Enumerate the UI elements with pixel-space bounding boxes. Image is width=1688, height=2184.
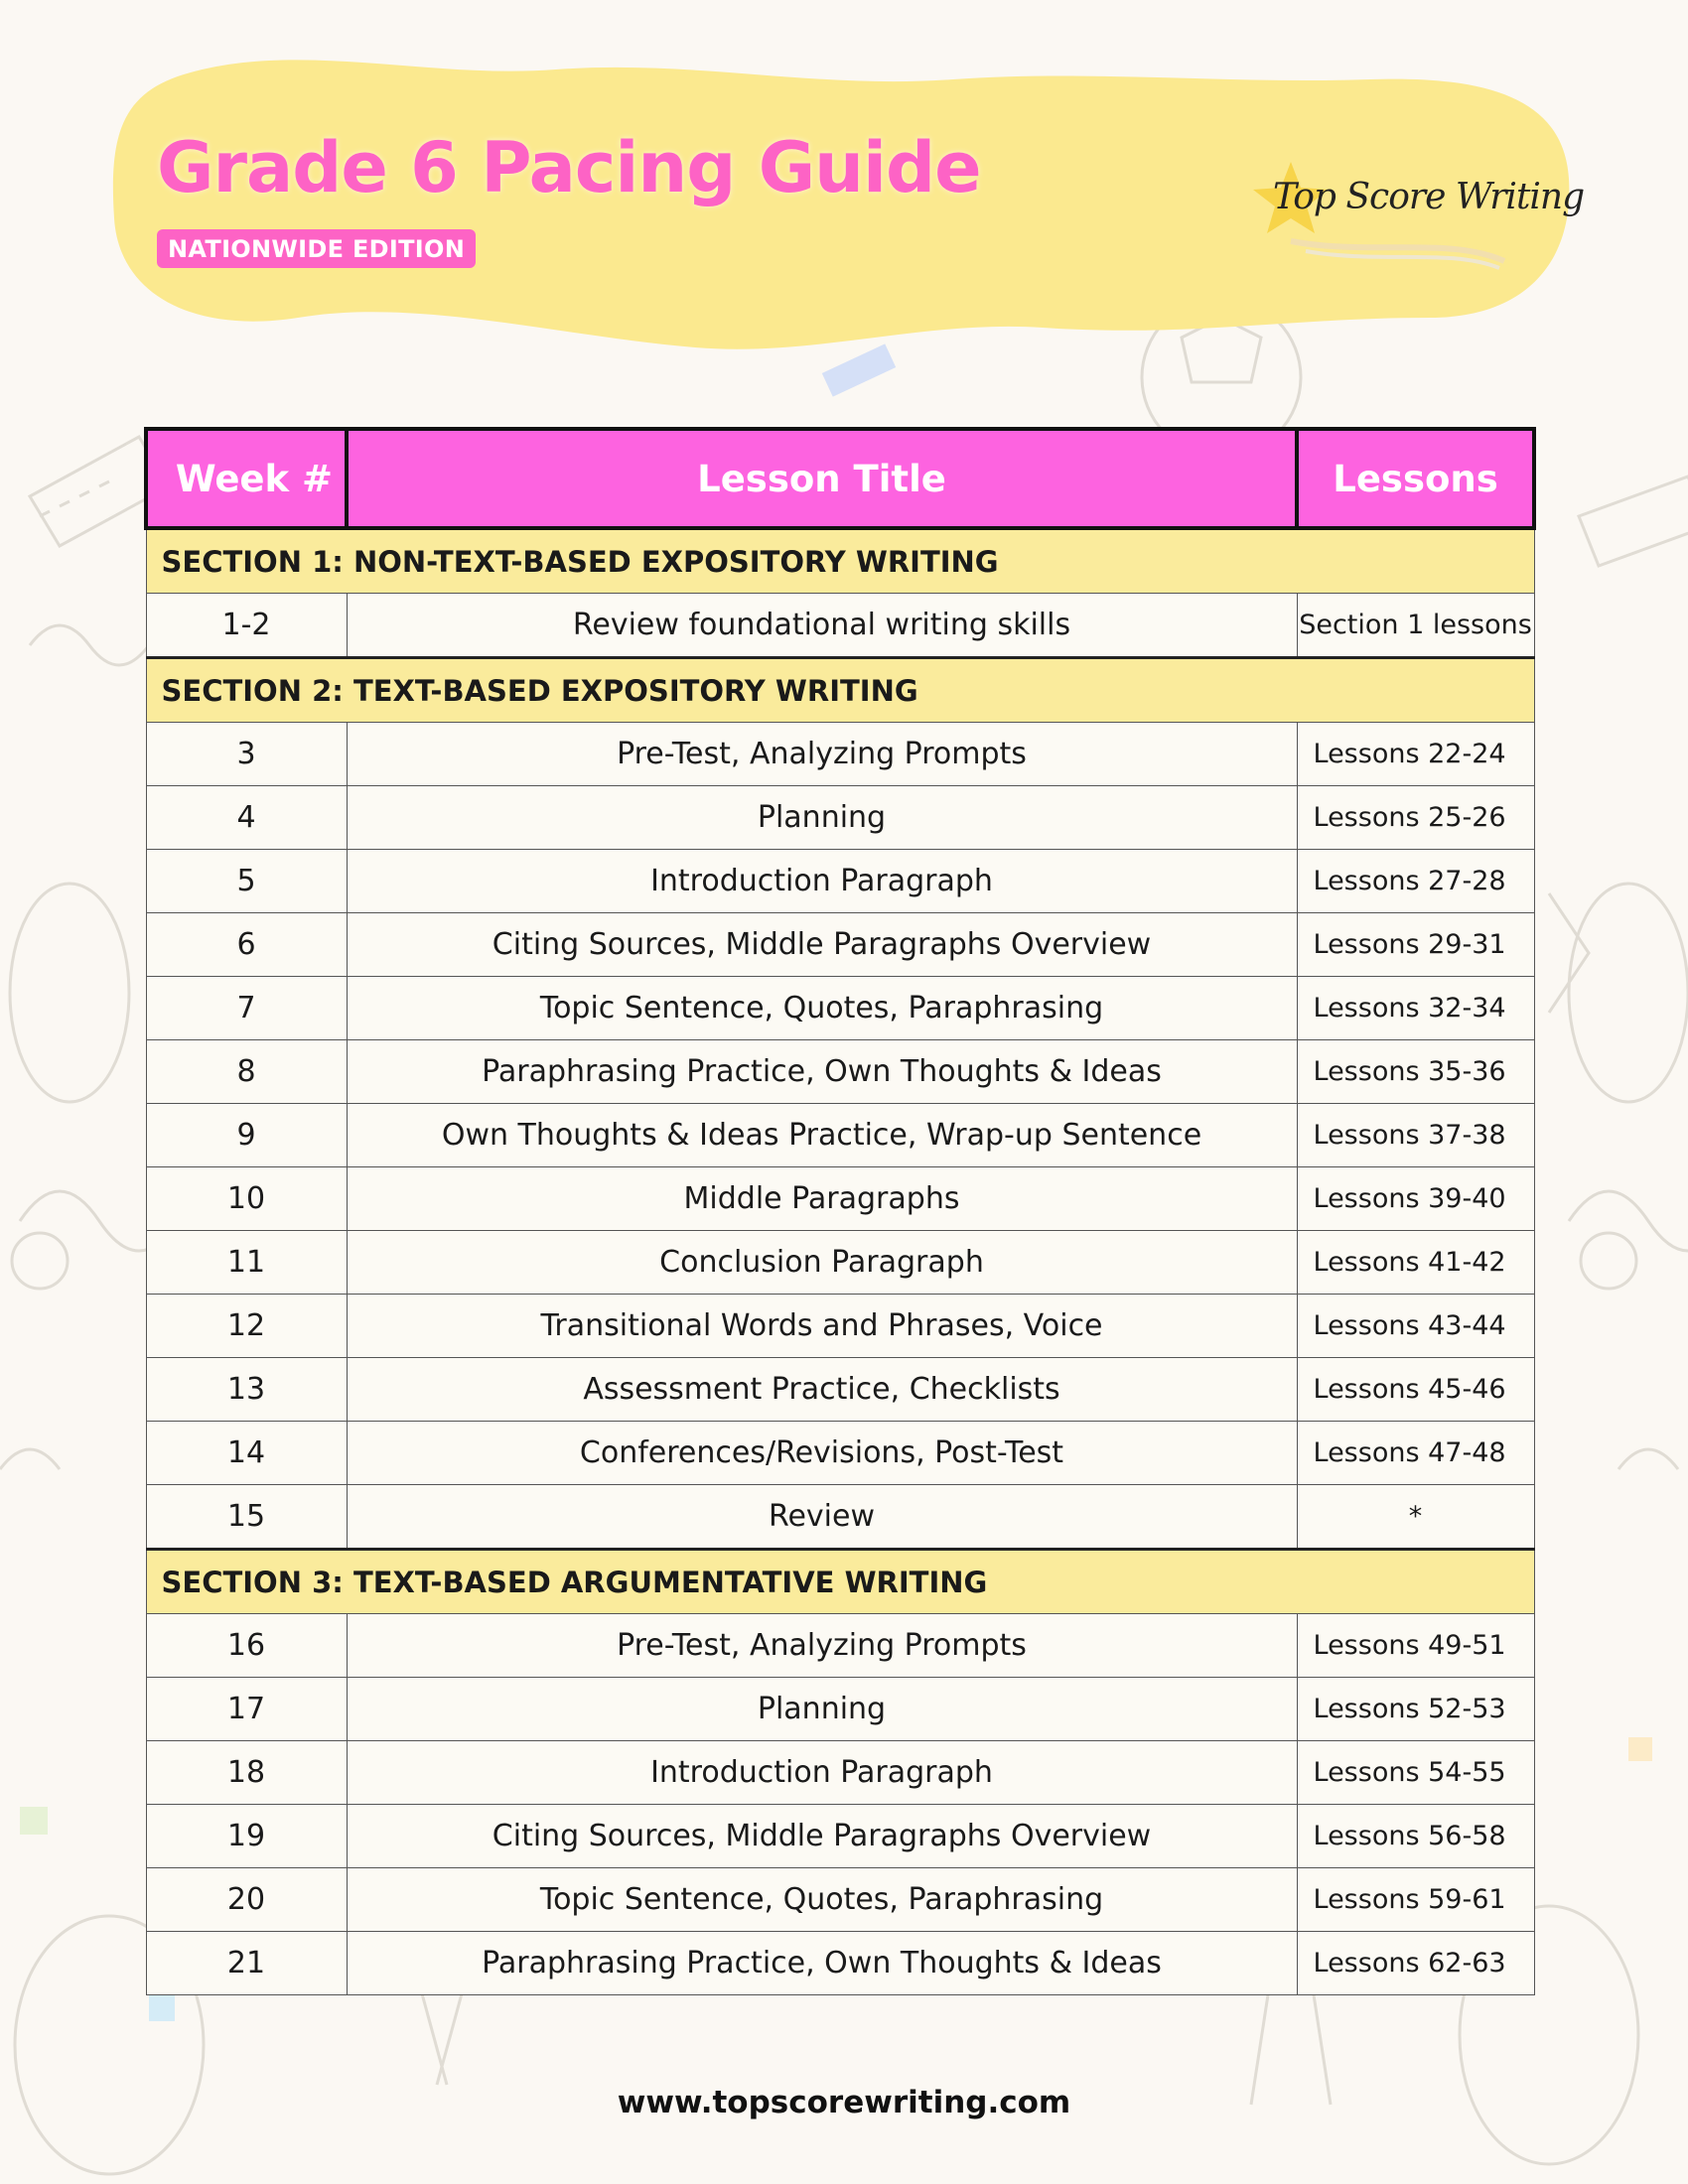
- week-cell: 13: [146, 1358, 347, 1422]
- lessons-cell: Lessons 41-42: [1297, 1231, 1534, 1295]
- header-lesson-title: Lesson Title: [347, 429, 1297, 528]
- lesson-title-cell: Pre-Test, Analyzing Prompts: [347, 723, 1297, 786]
- week-cell: 18: [146, 1741, 347, 1805]
- lesson-title-cell: Planning: [347, 786, 1297, 850]
- lesson-title-cell: Planning: [347, 1678, 1297, 1741]
- lessons-cell: Lessons 59-61: [1297, 1868, 1534, 1932]
- table-row: [146, 1868, 1534, 1932]
- table-row: [146, 1040, 1534, 1104]
- lesson-title-cell: Introduction Paragraph: [347, 850, 1297, 913]
- week-cell: 10: [146, 1167, 347, 1231]
- lessons-cell: Lessons 22-24: [1297, 723, 1534, 786]
- lessons-cell: *: [1297, 1485, 1534, 1550]
- lessons-cell: Lessons 47-48: [1297, 1422, 1534, 1485]
- lessons-cell: Lessons 52-53: [1297, 1678, 1534, 1741]
- lessons-cell: Lessons 25-26: [1297, 786, 1534, 850]
- table-row: [146, 723, 1534, 786]
- lesson-title-cell: Transitional Words and Phrases, Voice: [347, 1295, 1297, 1358]
- lessons-cell: Lessons 35-36: [1297, 1040, 1534, 1104]
- lesson-title-cell: Paraphrasing Practice, Own Thoughts & Ideas: [347, 1040, 1297, 1104]
- section-label: SECTION 2: TEXT-BASED EXPOSITORY WRITING: [146, 658, 1534, 723]
- page-title: Grade 6 Pacing Guide: [157, 127, 981, 208]
- lessons-cell: Lessons 56-58: [1297, 1805, 1534, 1868]
- lesson-title-cell: Topic Sentence, Quotes, Paraphrasing: [347, 1868, 1297, 1932]
- section-row: [146, 1550, 1534, 1614]
- lessons-cell: Lessons 54-55: [1297, 1741, 1534, 1805]
- lessons-cell: Lessons 32-34: [1297, 977, 1534, 1040]
- week-cell: 3: [146, 723, 347, 786]
- week-cell: 11: [146, 1231, 347, 1295]
- table-row: [146, 1678, 1534, 1741]
- lesson-title-cell: Paraphrasing Practice, Own Thoughts & Ideas: [347, 1932, 1297, 1995]
- lesson-title-cell: Review foundational writing skills: [347, 594, 1297, 658]
- header-week: Week #: [146, 429, 347, 528]
- week-cell: 9: [146, 1104, 347, 1167]
- table-row: [146, 1167, 1534, 1231]
- lesson-title-cell: Middle Paragraphs: [347, 1167, 1297, 1231]
- table-row: [146, 1485, 1534, 1550]
- week-cell: 6: [146, 913, 347, 977]
- lesson-title-cell: Review: [347, 1485, 1297, 1550]
- table-row: [146, 1741, 1534, 1805]
- lesson-title-cell: Own Thoughts & Ideas Practice, Wrap-up Sentence: [347, 1104, 1297, 1167]
- table-row: [146, 1358, 1534, 1422]
- table-row: [146, 594, 1534, 658]
- week-cell: 8: [146, 1040, 347, 1104]
- pacing-table: [144, 427, 1536, 1995]
- week-cell: 17: [146, 1678, 347, 1741]
- week-cell: 21: [146, 1932, 347, 1995]
- table-row: [146, 1932, 1534, 1995]
- week-cell: 7: [146, 977, 347, 1040]
- lesson-title-cell: Conclusion Paragraph: [347, 1231, 1297, 1295]
- section-label: SECTION 3: TEXT-BASED ARGUMENTATIVE WRITING: [146, 1550, 1534, 1614]
- table-row: [146, 1231, 1534, 1295]
- table-row: [146, 1805, 1534, 1868]
- lessons-cell: Lessons 29-31: [1297, 913, 1534, 977]
- lesson-title-cell: Topic Sentence, Quotes, Paraphrasing: [347, 977, 1297, 1040]
- lessons-cell: Lessons 49-51: [1297, 1614, 1534, 1678]
- lessons-cell: Lessons 62-63: [1297, 1932, 1534, 1995]
- footer-website-link[interactable]: www.topscorewriting.com: [617, 2085, 1071, 2120]
- lesson-title-cell: Pre-Test, Analyzing Prompts: [347, 1614, 1297, 1678]
- table-row: [146, 1422, 1534, 1485]
- lessons-cell: Section 1 lessons: [1297, 594, 1534, 658]
- week-cell: 15: [146, 1485, 347, 1550]
- table-header-row: [146, 429, 1534, 528]
- week-cell: 14: [146, 1422, 347, 1485]
- week-cell: 20: [146, 1868, 347, 1932]
- lessons-cell: Lessons 45-46: [1297, 1358, 1534, 1422]
- section-label: SECTION 1: NON-TEXT-BASED EXPOSITORY WRITING: [146, 528, 1534, 594]
- table-row: [146, 977, 1534, 1040]
- week-cell: 4: [146, 786, 347, 850]
- week-cell: 5: [146, 850, 347, 913]
- week-cell: 12: [146, 1295, 347, 1358]
- table-row: [146, 1104, 1534, 1167]
- table-row: [146, 1295, 1534, 1358]
- logo-text: Top Score Writing: [1273, 177, 1585, 217]
- section-row: [146, 528, 1534, 594]
- table-row: [146, 1614, 1534, 1678]
- table-row: [146, 913, 1534, 977]
- table-row: [146, 850, 1534, 913]
- section-row: [146, 658, 1534, 723]
- lessons-cell: Lessons 27-28: [1297, 850, 1534, 913]
- table-row: [146, 786, 1534, 850]
- week-cell: 1-2: [146, 594, 347, 658]
- header-lessons: Lessons: [1297, 429, 1534, 528]
- lesson-title-cell: Conferences/Revisions, Post-Test: [347, 1422, 1297, 1485]
- lessons-cell: Lessons 43-44: [1297, 1295, 1534, 1358]
- lessons-cell: Lessons 37-38: [1297, 1104, 1534, 1167]
- edition-badge: NATIONWIDE EDITION: [157, 229, 476, 268]
- week-cell: 19: [146, 1805, 347, 1868]
- lessons-cell: Lessons 39-40: [1297, 1167, 1534, 1231]
- lesson-title-cell: Citing Sources, Middle Paragraphs Overview: [347, 1805, 1297, 1868]
- week-cell: 16: [146, 1614, 347, 1678]
- lesson-title-cell: Assessment Practice, Checklists: [347, 1358, 1297, 1422]
- brand-logo: [1251, 147, 1585, 271]
- lesson-title-cell: Citing Sources, Middle Paragraphs Overview: [347, 913, 1297, 977]
- lesson-title-cell: Introduction Paragraph: [347, 1741, 1297, 1805]
